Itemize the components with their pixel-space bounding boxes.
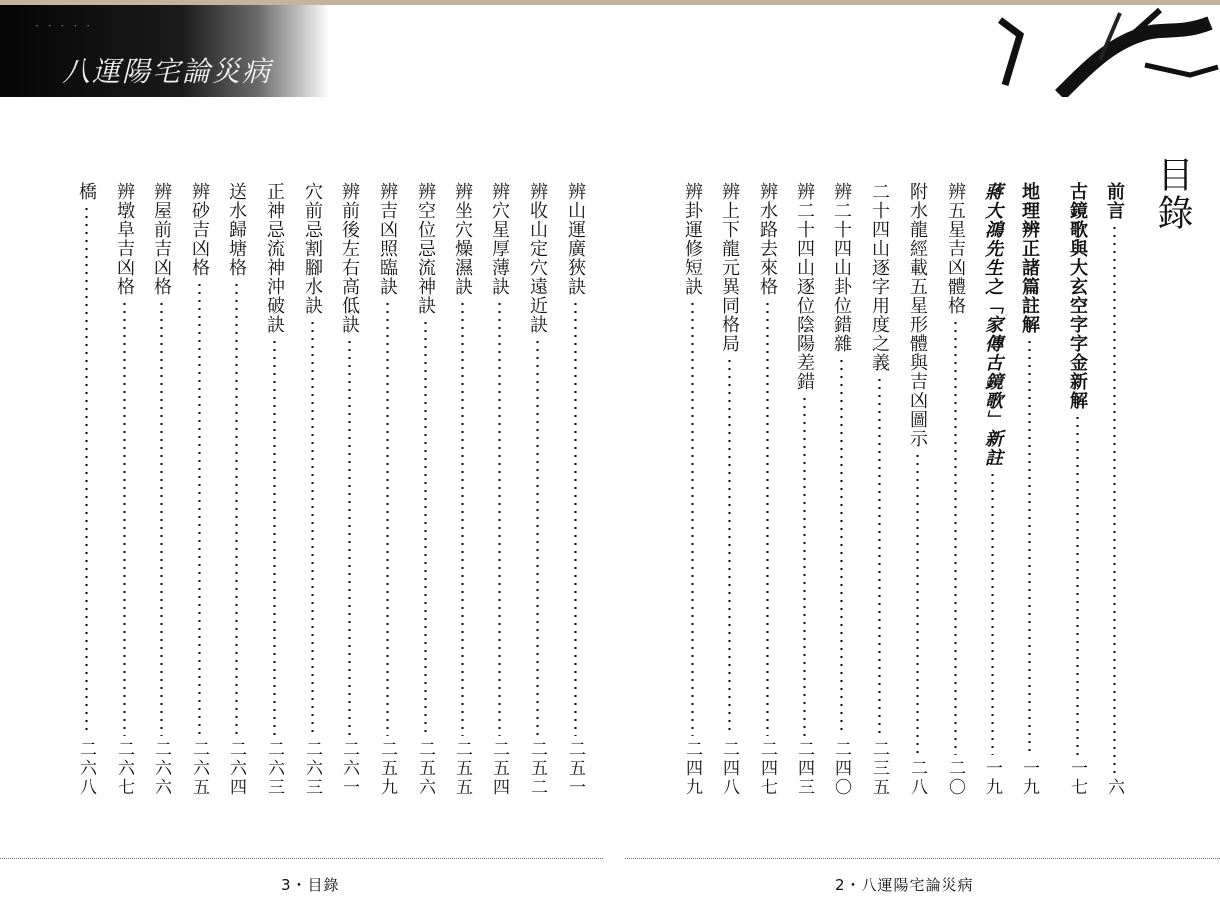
toc-entry-title: 辨卦運修短訣 bbox=[682, 182, 703, 296]
dot-leader bbox=[461, 300, 464, 736]
dot-leader bbox=[235, 281, 238, 736]
toc-entry-page: 一九 bbox=[982, 759, 1002, 797]
toc-entry-page: 二四〇 bbox=[831, 740, 851, 797]
toc-entry bbox=[488, 182, 510, 797]
toc-entry-title: 辨前後左右高低訣 bbox=[339, 182, 360, 334]
toc-entry-page: 二五九 bbox=[377, 740, 397, 797]
toc-entry bbox=[188, 182, 210, 797]
toc-entry bbox=[830, 182, 852, 797]
left-page-footer: 3・目錄 bbox=[281, 876, 340, 894]
toc-entry bbox=[756, 182, 778, 797]
toc-entry-page: 二六七 bbox=[114, 740, 134, 797]
toc-entry-title: 辨穴星厚薄訣 bbox=[489, 182, 510, 296]
dot-leader bbox=[574, 300, 577, 736]
dot-leader bbox=[1028, 338, 1031, 755]
toc-entry-page: 二五四 bbox=[489, 740, 509, 797]
toc-entry bbox=[1103, 182, 1125, 797]
toc-entry-page: 二四七 bbox=[757, 740, 777, 797]
toc-entry bbox=[150, 182, 172, 797]
toc-entry-title: 正神忌流神沖破訣 bbox=[264, 182, 285, 334]
toc-entry-title: 二十四山逐字用度之義 bbox=[869, 182, 890, 372]
toc-entry-page: 二六八 bbox=[76, 740, 96, 797]
toc-entry-title: 古鏡歌與大玄空字字金新解 bbox=[1067, 182, 1088, 410]
toc-entry-page: 二六四 bbox=[226, 740, 246, 797]
toc-entry-title: 蔣大鴻先生之「家傳古鏡歌」新註 bbox=[982, 182, 1003, 467]
dot-leader bbox=[198, 281, 201, 736]
toc-entry-title: 地理辨正諸篇註解 bbox=[1019, 182, 1040, 334]
toc-entry-title: 送水歸塘格 bbox=[226, 182, 247, 277]
toc-entry-title: 辨吉凶照臨訣 bbox=[377, 182, 398, 296]
toc-entry-title: 穴前忌割腳水訣 bbox=[302, 182, 323, 315]
dot-leader bbox=[803, 395, 806, 736]
toc-entry-title: 辨水路去來格 bbox=[757, 182, 778, 296]
dot-leader bbox=[85, 205, 88, 736]
toc-entry-page: 二四三 bbox=[794, 740, 814, 797]
dot-leader bbox=[273, 338, 276, 736]
toc-entry-page: 二四八 bbox=[719, 740, 739, 797]
toc-entry bbox=[225, 182, 247, 797]
toc-entry bbox=[526, 182, 548, 797]
toc-entry bbox=[906, 182, 928, 797]
dot-leader bbox=[424, 319, 427, 736]
toc-entry bbox=[338, 182, 360, 797]
dot-leader bbox=[386, 300, 389, 736]
dot-leader bbox=[766, 300, 769, 736]
toc-entry-title: 辨山運廣狹訣 bbox=[565, 182, 586, 296]
toc-entry bbox=[376, 182, 398, 797]
toc-entry-page: 六 bbox=[1104, 778, 1124, 797]
dot-leader bbox=[123, 300, 126, 736]
toc-entry bbox=[681, 182, 703, 797]
toc-entry-page: 一九 bbox=[1019, 759, 1039, 797]
toc-entry-title: 辨砂吉凶格 bbox=[189, 182, 210, 277]
banner-title: 八運陽宅論災病 bbox=[62, 55, 273, 88]
toc-entry-page: 二五六 bbox=[415, 740, 435, 797]
dot-leader bbox=[498, 300, 501, 736]
toc-entry-page: 二六一 bbox=[339, 740, 359, 797]
toc-entry-title: 橋 bbox=[76, 182, 97, 201]
dot-leader bbox=[348, 338, 351, 736]
header-banner bbox=[0, 5, 330, 97]
toc-entry-page: 二八 bbox=[907, 759, 927, 797]
toc-entry-title: 辨空位忌流神訣 bbox=[415, 182, 436, 315]
left-footer-rule bbox=[0, 858, 603, 859]
toc-entry-title: 辨坐穴燥濕訣 bbox=[452, 182, 473, 296]
toc-entry-page: 二五一 bbox=[565, 740, 585, 797]
dot-leader bbox=[691, 300, 694, 736]
toc-entry bbox=[1018, 182, 1040, 797]
banner-dots-ornament: ····· bbox=[35, 19, 100, 33]
toc-heading: 目錄 bbox=[1152, 156, 1193, 232]
toc-entry-page: 二五五 bbox=[452, 740, 472, 797]
toc-entry bbox=[981, 182, 1003, 797]
toc-entry-title: 附水龍經載五星形體與吉凶圖示 bbox=[907, 182, 928, 448]
dot-leader bbox=[991, 471, 994, 755]
toc-entry-title: 辨屋前吉凶格 bbox=[151, 182, 172, 296]
toc-entry-page: 二四九 bbox=[682, 740, 702, 797]
dot-leader bbox=[916, 452, 919, 755]
toc-entry-title: 辨墩阜吉凶格 bbox=[114, 182, 135, 296]
toc-entry-page: 二五二 bbox=[527, 740, 547, 797]
dot-leader bbox=[878, 376, 881, 736]
toc-entry-title: 辨五星吉凶體格 bbox=[945, 182, 966, 315]
toc-entry-page: 二六六 bbox=[151, 740, 171, 797]
toc-entry-title: 辨二十四山卦位錯雜 bbox=[831, 182, 852, 353]
toc-entry-page: 二三五 bbox=[869, 740, 889, 797]
toc-entry-title: 辨二十四山逐位陰陽差錯 bbox=[794, 182, 815, 391]
toc-entry bbox=[113, 182, 135, 797]
dot-leader bbox=[840, 357, 843, 736]
plum-branch-illustration bbox=[980, 5, 1220, 97]
toc-entry-page: 一七 bbox=[1067, 759, 1087, 797]
toc-entry bbox=[263, 182, 285, 797]
toc-entry bbox=[944, 182, 966, 797]
toc-entry-page: 二六三 bbox=[264, 740, 284, 797]
toc-entry-page: 二六三 bbox=[302, 740, 322, 797]
toc-entry bbox=[301, 182, 323, 797]
dot-leader bbox=[954, 319, 957, 755]
toc-entry bbox=[414, 182, 436, 797]
dot-leader bbox=[536, 338, 539, 736]
toc-entry bbox=[75, 182, 97, 797]
dot-leader bbox=[728, 357, 731, 736]
toc-entry bbox=[793, 182, 815, 797]
toc-entry bbox=[1066, 182, 1088, 797]
toc-entry-title: 辨上下龍元異同格局 bbox=[719, 182, 740, 353]
toc-entry-page: 二六五 bbox=[189, 740, 209, 797]
toc-entry-title: 辨收山定穴遠近訣 bbox=[527, 182, 548, 334]
right-footer-rule bbox=[625, 858, 1220, 859]
toc-entry bbox=[451, 182, 473, 797]
toc-entry bbox=[564, 182, 586, 797]
toc-entry-page: 二〇 bbox=[945, 759, 965, 797]
dot-leader bbox=[1113, 224, 1116, 774]
dot-leader bbox=[1076, 414, 1079, 755]
dot-leader bbox=[311, 319, 314, 736]
right-page-footer: 2・八運陽宅論災病 bbox=[835, 876, 974, 894]
toc-entry bbox=[718, 182, 740, 797]
toc-entry bbox=[868, 182, 890, 797]
toc-entry-title: 前言 bbox=[1104, 182, 1125, 220]
dot-leader bbox=[160, 300, 163, 736]
